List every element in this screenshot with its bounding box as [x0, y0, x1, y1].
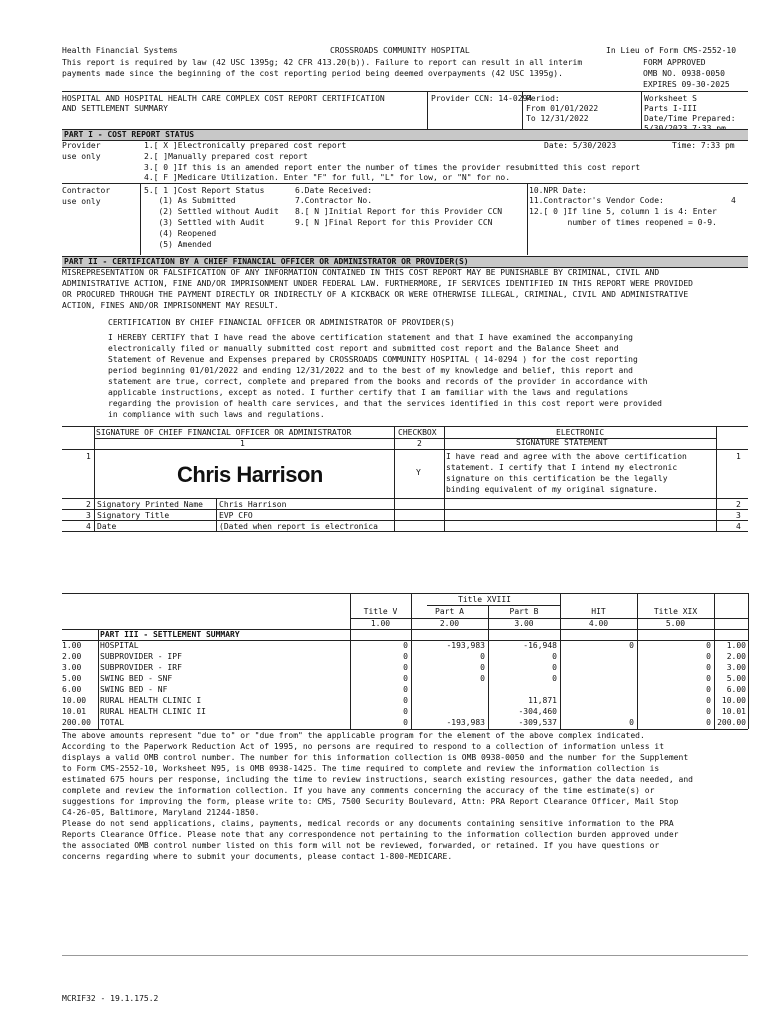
rule: [716, 426, 717, 531]
row-name: HOSPITAL: [100, 641, 139, 650]
period-from: From 01/01/2022: [526, 104, 599, 113]
col-num-4: 4.00: [588, 619, 609, 628]
header-left: Health Financial Systems: [62, 46, 178, 55]
row-num-2: 2: [86, 500, 91, 509]
row-num-1: 1: [86, 452, 91, 461]
part-1-heading: PART I - COST REPORT STATUS: [64, 130, 195, 139]
checkbox-value: Y: [416, 468, 421, 477]
rule: [62, 91, 748, 92]
status-option-3: (3) Settled with Audit: [144, 218, 265, 227]
settlement-value: 0: [552, 663, 557, 672]
provider-ccn: Provider CCN: 14-0294: [431, 94, 533, 103]
col-hit: HIT: [591, 607, 606, 616]
rule: [427, 605, 560, 606]
settlement-value: 0: [480, 652, 485, 661]
signatory-title-label: Signatory Title: [97, 511, 170, 520]
date-label: Date: [97, 522, 117, 531]
row-line-number-end: 200.00: [717, 718, 746, 727]
pra-line-9: Reports Clearance Office. Please note that any correspondence not pertaining to the information collection burden approved under: [62, 830, 679, 839]
settlement-value: 0: [629, 718, 634, 727]
statement-line-4: binding equivalent of my original signature.: [446, 485, 658, 494]
status-item-2: 2.[ ]Manually prepared cost report: [144, 152, 308, 161]
pra-line-4: estimated 675 hours per response, including the time to review instructions, search existing resources, gather the data needed, and: [62, 775, 693, 784]
col-num-1: 1: [240, 439, 245, 448]
signature-statement-header: SIGNATURE STATEMENT: [516, 438, 608, 447]
col-num-2: 2: [417, 439, 422, 448]
vendor-code-label: 11.Contractor's Vendor Code:: [529, 196, 664, 205]
settlement-value: -16,948: [523, 641, 557, 650]
rule: [62, 531, 748, 532]
row-line-number-end: 6.00: [726, 685, 746, 694]
certification-title: CERTIFICATION BY CHIEF FINANCIAL OFFICER OR ADMINISTRATOR OF PROVIDER(S): [108, 318, 455, 327]
settlement-value: 0: [706, 641, 711, 650]
row-end-1: 1: [736, 452, 741, 461]
row-line-number-end: 5.00: [726, 674, 746, 683]
rule: [94, 438, 444, 439]
settlement-value: 0: [706, 696, 711, 705]
row-line-number: 3.00: [62, 663, 82, 672]
row-line-number: 10.01: [62, 707, 87, 716]
settlement-value: 0: [629, 641, 634, 650]
statement-line-1: I have read and agree with the above certification: [446, 452, 687, 461]
signatory-title-value: EVP CFO: [219, 511, 253, 520]
row-line-number: 200.00: [62, 718, 91, 727]
rule: [62, 183, 748, 184]
row-name: SUBPROVIDER - IRF: [100, 663, 182, 672]
row-name: RURAL HEALTH CLINIC II: [100, 707, 206, 716]
cert-line-6: applicable instructions, except as noted. I further certify that I am familiar with the laws and regulations: [108, 388, 629, 397]
rule: [427, 91, 428, 129]
npr-date: 10.NPR Date:: [529, 186, 587, 195]
row-line-number-end: 10.01: [721, 707, 746, 716]
provider-use-label-2: use only: [62, 152, 101, 161]
cert-line-4: period beginning 01/01/2022 and ending 12/31/2022 and to the best of my knowledge and belief, this report and: [108, 366, 633, 375]
contractor-use-label: Contractor: [62, 186, 111, 195]
row-num-3: 3: [86, 511, 91, 520]
row-line-number: 5.00: [62, 674, 82, 683]
expiration: EXPIRES 09-30-2025: [643, 80, 730, 89]
settlement-value: 0: [403, 641, 408, 650]
report-date: Date: 5/30/2023: [544, 141, 617, 150]
row-line-number: 10.00: [62, 696, 87, 705]
printed-name-value: Chris Harrison: [219, 500, 287, 509]
settlement-value: 0: [706, 674, 711, 683]
footer-rule: [62, 955, 748, 956]
statement-line-3: signature on this certification be the legally: [446, 474, 668, 483]
warning-line-1: MISREPRESENTATION OR FALSIFICATION OF ANY INFORMATION CONTAINED IN THIS COST REPORT MAY BE PUNISHABLE BY CRIMINAL, CIVIL AND: [62, 268, 660, 277]
col-num-1: 1.00: [370, 619, 391, 628]
cert-line-2: electronically filed or manually submitted cost report and submitted cost report and the Balance Sheet and: [108, 344, 619, 353]
status-item-4: 4.[ F ]Medicare Utilization. Enter "F" for full, "L" for low, or "N" for no.: [144, 173, 511, 182]
contractor-number: 7.Contractor No.: [295, 196, 373, 205]
pra-line-10: the associated OMB control number listed on this form will not be reviewed, forwarded, or retained. If you have questions or: [62, 841, 660, 850]
settlement-value: -304,460: [518, 707, 557, 716]
settlement-value: 0: [706, 685, 711, 694]
warning-line-4: ACTION, FINES AND/OR IMPRISONMENT MAY RESULT.: [62, 301, 279, 310]
vendor-code-value: 4: [731, 196, 736, 205]
report-title: HOSPITAL AND HOSPITAL HEALTH CARE COMPLEX COST REPORT CERTIFICATION: [62, 94, 385, 103]
settlement-value: 0: [706, 707, 711, 716]
settlement-value: 0: [403, 718, 408, 727]
row-name: TOTAL: [100, 718, 125, 727]
cert-line-1: I HEREBY CERTIFY that I have read the above certification statement and that I have examined the accompanying: [108, 333, 633, 342]
col-num-2: 2.00: [439, 619, 460, 628]
settlement-value: 11,871: [528, 696, 557, 705]
settlement-footnote: The above amounts represent "due to" or "due from" the applicable program for the element of the above complex indicated.: [62, 731, 645, 740]
warning-line-2: ADMINISTRATIVE ACTION, FINE AND/OR IMPRISONMENT UNDER FEDERAL LAW. FURTHERMORE, IF SERVICES IDENTIFIED IN THIS REPORT WERE PROVIDED: [62, 279, 693, 288]
pra-line-11: concerns regarding where to submit your documents, please contact 1-800-MEDICARE.: [62, 852, 453, 861]
row-line-number-end: 2.00: [726, 652, 746, 661]
settlement-value: 0: [552, 674, 557, 683]
settlement-value: 0: [552, 652, 557, 661]
rule: [62, 593, 748, 594]
cert-line-7: regarding the provision of health care services, and that the services identified in this cost report were provided: [108, 399, 662, 408]
col-title-v: Title V: [363, 607, 398, 616]
rule: [140, 183, 141, 255]
rule: [62, 449, 748, 450]
signature-header: SIGNATURE OF CHIEF FINANCIAL OFFICER OR ADMINISTRATOR: [96, 428, 352, 437]
electronic-header: ELECTRONIC: [556, 428, 605, 437]
status-option-5: (5) Amended: [144, 240, 212, 249]
rule: [62, 498, 748, 499]
settlement-value: -193,983: [446, 718, 485, 727]
settlement-value: 0: [403, 652, 408, 661]
row-line-number-end: 3.00: [726, 663, 746, 672]
settlement-value: 0: [480, 674, 485, 683]
form-approved: FORM APPROVED: [643, 58, 706, 67]
status-option-2: (2) Settled without Audit: [144, 207, 279, 216]
row-line-number: 1.00: [62, 641, 82, 650]
pra-line-1: According to the Paperwork Reduction Act of 1995, no persons are required to respond to a collection of information unless it: [62, 742, 665, 751]
date-prepared-label: Date/Time Prepared:: [644, 114, 736, 123]
title-xviii-header: Title XVIII: [458, 595, 511, 604]
status-item-1: 1.[ X ]Electronically prepared cost report: [144, 141, 347, 150]
notice-line-2: payments made since the beginning of the cost reporting period being deemed overpayments (42 USC 1395g).: [62, 69, 563, 78]
period-label: Period:: [526, 94, 560, 103]
row-name: SUBPROVIDER - IPF: [100, 652, 182, 661]
reopened-count-2: number of times reopened = 0-9.: [529, 218, 717, 227]
final-report: 9.[ N ]Final Report for this Provider CCN: [295, 218, 493, 227]
pra-line-7: C4-26-05, Baltimore, Maryland 21244-1850.: [62, 808, 260, 817]
worksheet-id: Worksheet S: [644, 94, 697, 103]
pra-line-2: displays a valid OMB control number. The number for this information collection is OMB 0938-0050 and the number for the Supplement: [62, 753, 689, 762]
col-part-b: Part B: [509, 607, 539, 616]
rule: [94, 426, 95, 531]
settlement-value: 0: [403, 685, 408, 694]
cost-report-status: 5.[ 1 ]Cost Report Status: [144, 186, 265, 195]
settlement-value: -309,537: [518, 718, 557, 727]
row-line-number: 2.00: [62, 652, 82, 661]
row-end-3: 3: [736, 511, 741, 520]
row-end-4: 4: [736, 522, 741, 531]
col-part-a: Part A: [435, 607, 464, 616]
settlement-value: 0: [480, 663, 485, 672]
rule: [394, 426, 395, 531]
report-time: Time: 7:33 pm: [672, 141, 735, 150]
worksheet-parts: Parts I-III: [644, 104, 697, 113]
reopened-count: 12.[ 0 ]If line 5, column 1 is 4: Enter: [529, 207, 717, 216]
settlement-value: -193,983: [446, 641, 485, 650]
rule: [641, 91, 642, 129]
initial-report: 8.[ N ]Initial Report for this Provider CCN: [295, 207, 503, 216]
pra-line-8: Please do not send applications, claims, payments, medical records or any documents containing sensitive information to the PRA: [62, 819, 674, 828]
settlement-value: 0: [706, 718, 711, 727]
settlement-value: 0: [706, 652, 711, 661]
row-line-number: 6.00: [62, 685, 82, 694]
notice-line-1: This report is required by law (42 USC 1395g; 42 CFR 413.20(b)). Failure to report can result in all interim: [62, 58, 583, 67]
settlement-value: 0: [403, 663, 408, 672]
pra-line-6: suggestions for improving the form, please write to: CMS, 7500 Security Boulevard, Attn: PRA Report Clearance Officer, Mail Stop: [62, 797, 679, 806]
date-value: (Dated when report is electronica: [219, 522, 378, 531]
status-option-4: (4) Reopened: [144, 229, 217, 238]
status-option-1: (1) As Submitted: [144, 196, 236, 205]
row-num-4: 4: [86, 522, 91, 531]
cert-line-8: in compliance with such laws and regulations.: [108, 410, 325, 419]
date-received: 6.Date Received:: [295, 186, 373, 195]
pra-line-5: complete and review the information collection. If you have any comments concerning the accuracy of the time estimate(s) or: [62, 786, 655, 795]
row-end-2: 2: [736, 500, 741, 509]
cert-line-3: Statement of Revenue and Expenses prepared by CROSSROADS COMMUNITY HOSPITAL ( 14-0294 ) for the cost reporting: [108, 355, 638, 364]
row-line-number-end: 10.00: [721, 696, 746, 705]
statement-line-2: statement. I certify that I intend my electronic: [446, 463, 678, 472]
warning-line-3: OR PROCURED THROUGH THE PAYMENT DIRECTLY OR INDIRECTLY OF A KICKBACK OR WERE OTHERWISE ILLEGAL, CRIMINAL, CIVIL AND ADMINISTRATIVE: [62, 290, 689, 299]
report-title-line-2: AND SETTLEMENT SUMMARY: [62, 104, 168, 113]
cert-line-5: statement are true, correct, complete and prepared from the books and records of the provider in accordance with: [108, 377, 648, 386]
header-right: In Lieu of Form CMS-2552-10: [606, 46, 737, 55]
rule: [216, 498, 217, 531]
printed-name-label: Signatory Printed Name: [97, 500, 203, 509]
rule: [444, 426, 445, 531]
col-num-3: 3.00: [514, 619, 534, 628]
part-2-heading: PART II - CERTIFICATION BY A CHIEF FINANCIAL OFFICER OR ADMINISTRATOR OR PROVIDER(S): [64, 257, 469, 266]
provider-use-label: Provider: [62, 141, 101, 150]
header-center: CROSSROADS COMMUNITY HOSPITAL: [330, 46, 470, 55]
period-to: To 12/31/2022: [526, 114, 589, 123]
rule: [98, 629, 99, 729]
omb-number: OMB NO. 0938-0050: [643, 69, 725, 78]
rule: [748, 593, 749, 729]
checkbox-header: CHECKBOX: [398, 428, 437, 437]
contractor-use-label-2: use only: [62, 197, 101, 206]
status-item-3: 3.[ 0 ]If this is an amended report enter the number of times the provider resubmitted this cost report: [144, 163, 641, 172]
settlement-value: 0: [403, 707, 408, 716]
row-line-number-end: 1.00: [726, 641, 746, 650]
col-num-5: 5.00: [665, 619, 686, 628]
settlement-value: 0: [403, 696, 408, 705]
rule: [527, 183, 528, 255]
footer-version: MCRIF32 - 19.1.175.2: [62, 994, 159, 1003]
col-title-xix: Title XIX: [653, 607, 698, 616]
row-name: SWING BED - SNF: [100, 674, 173, 683]
pra-line-3: to Form CMS-2552-10, Worksheet N95, is OMB 0938-1425. The time required to complete and review the information collection is: [62, 764, 660, 773]
part-3-heading: PART III - SETTLEMENT SUMMARY: [100, 630, 240, 639]
rule: [62, 426, 748, 427]
rule: [62, 729, 748, 730]
rule: [714, 593, 715, 729]
settlement-value: 0: [403, 674, 408, 683]
row-name: RURAL HEALTH CLINIC I: [100, 696, 202, 705]
settlement-value: 0: [706, 663, 711, 672]
row-name: SWING BED - NF: [100, 685, 168, 694]
signature: Chris Harrison: [177, 462, 323, 487]
